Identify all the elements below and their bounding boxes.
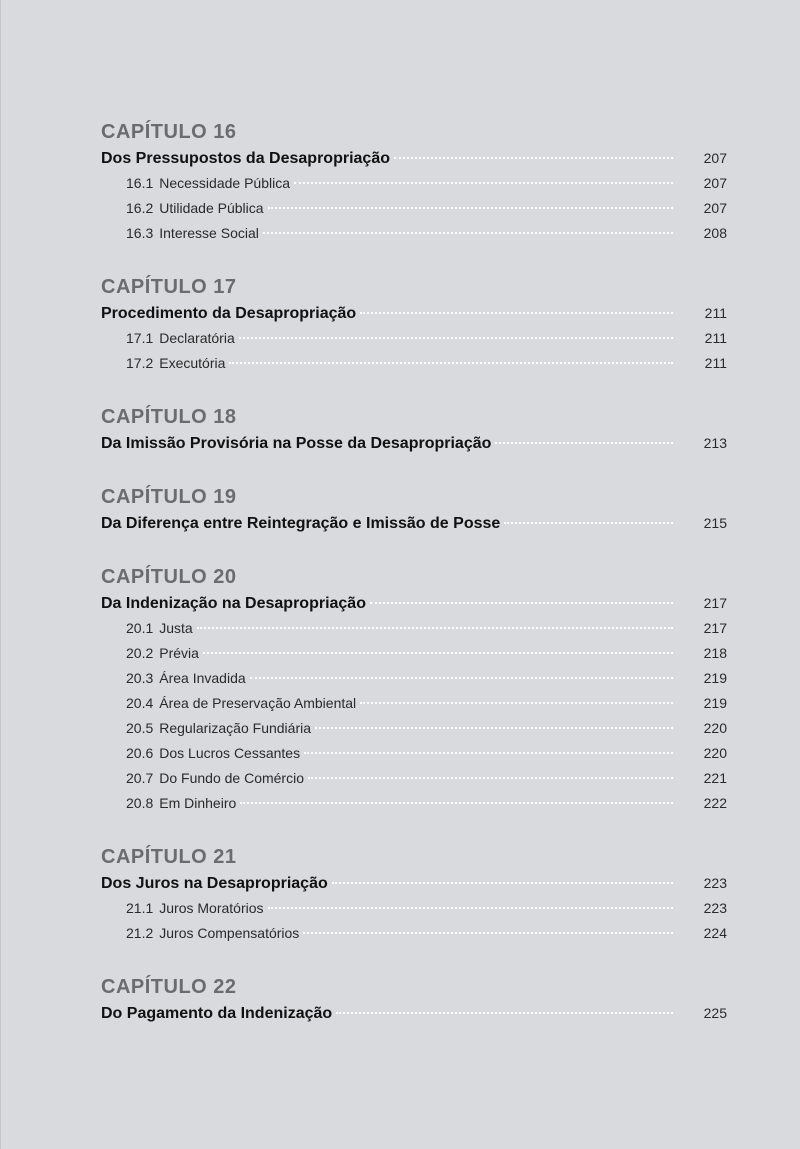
section-title: Área de Preservação Ambiental (159, 695, 357, 711)
section-number: 20.5 (126, 720, 154, 736)
chapter-title: Procedimento da Desapropriação (101, 305, 357, 322)
section-number: 17.1 (126, 330, 154, 346)
section-entry[interactable] (101, 691, 727, 716)
chapter-block (101, 403, 727, 456)
section-entry[interactable] (101, 666, 727, 691)
section-title-wrap (126, 171, 290, 196)
section-title: Interesse Social (159, 225, 259, 241)
section-page-number: 223 (703, 900, 727, 916)
section-number: 20.2 (126, 645, 154, 661)
chapter-label: CAPÍTULO 19 (101, 486, 237, 508)
section-number: 20.4 (126, 695, 154, 711)
section-page-number: 222 (703, 795, 727, 811)
section-number: 16.3 (126, 225, 154, 241)
section-title: Juros Compensatórios (159, 925, 300, 941)
dot-leader (495, 442, 673, 444)
section-page-number: 211 (704, 355, 727, 371)
chapter-label: CAPÍTULO 16 (101, 121, 237, 143)
section-entry[interactable] (101, 896, 727, 921)
section-entry[interactable] (101, 641, 727, 666)
chapter-page-number: 225 (703, 1005, 727, 1021)
chapter-block (101, 118, 727, 246)
section-title-wrap (126, 666, 246, 691)
section-title-wrap (126, 221, 259, 246)
section-title: Do Fundo de Comércio (159, 770, 304, 786)
chapter-entry[interactable] (101, 1001, 727, 1026)
chapter-block (101, 843, 727, 946)
dot-leader (303, 932, 673, 934)
chapter-label: CAPÍTULO 17 (101, 276, 237, 298)
chapter-title: Da Indenização na Desapropriação (101, 595, 366, 612)
section-page-number: 208 (703, 225, 727, 241)
section-title: Juros Moratórios (159, 900, 264, 916)
section-page-number: 211 (704, 330, 727, 346)
chapter-label: CAPÍTULO 22 (101, 976, 237, 998)
section-entry[interactable] (101, 616, 727, 641)
chapter-block (101, 973, 727, 1026)
section-entry[interactable] (101, 221, 727, 246)
section-title-wrap (126, 351, 225, 376)
dot-leader (332, 882, 673, 884)
section-number: 20.7 (126, 770, 154, 786)
section-page-number: 224 (703, 925, 727, 941)
section-number: 21.2 (126, 925, 154, 941)
section-page-number: 207 (703, 175, 727, 191)
section-title: Área Invadida (159, 670, 246, 686)
section-title: Justa (159, 620, 193, 636)
chapter-block (101, 273, 727, 376)
section-entry[interactable] (101, 791, 727, 816)
chapter-page-number: 213 (703, 435, 727, 451)
section-number: 20.6 (126, 745, 154, 761)
dot-leader (203, 652, 673, 654)
dot-leader (268, 907, 673, 909)
dot-leader (197, 627, 673, 629)
section-title-wrap (126, 691, 356, 716)
section-title: Regularização Fundiária (159, 720, 312, 736)
section-number: 17.2 (126, 355, 154, 371)
section-page-number: 217 (703, 620, 727, 636)
dot-leader (229, 362, 673, 364)
chapter-block (101, 563, 727, 816)
dot-leader (370, 602, 673, 604)
section-title-wrap (126, 716, 311, 741)
section-page-number: 218 (703, 645, 727, 661)
section-entry[interactable] (101, 171, 727, 196)
chapter-label: CAPÍTULO 21 (101, 846, 237, 868)
dot-leader (263, 232, 673, 234)
section-title: Utilidade Pública (159, 200, 264, 216)
dot-leader (239, 337, 673, 339)
section-title-wrap (126, 791, 236, 816)
dot-leader (394, 157, 673, 159)
chapter-page-number: 223 (703, 875, 727, 891)
section-number: 16.1 (126, 175, 154, 191)
chapter-title: Do Pagamento da Indenização (101, 1005, 333, 1022)
chapter-page-number: 217 (703, 595, 727, 611)
section-entry[interactable] (101, 741, 727, 766)
section-page-number: 220 (703, 745, 727, 761)
section-entry[interactable] (101, 716, 727, 741)
dot-leader (360, 312, 673, 314)
section-title-wrap (126, 641, 199, 666)
chapter-title: Dos Juros na Desapropriação (101, 875, 328, 892)
dot-leader (240, 802, 673, 804)
chapter-entry[interactable] (101, 511, 727, 536)
chapter-title: Da Diferença entre Reintegração e Imissão de Posse (101, 515, 501, 532)
chapter-title: Da Imissão Provisória na Posse da Desapropriação (101, 435, 492, 452)
chapter-entry[interactable] (101, 591, 727, 616)
dot-leader (360, 702, 673, 704)
section-entry[interactable] (101, 351, 727, 376)
dot-leader (268, 207, 673, 209)
chapter-page-number: 211 (704, 305, 727, 321)
section-number: 20.3 (126, 670, 154, 686)
dot-leader (308, 777, 673, 779)
section-title: Executória (159, 355, 226, 371)
chapter-entry[interactable] (101, 301, 727, 326)
chapter-title: Dos Pressupostos da Desapropriação (101, 150, 390, 167)
section-title-wrap (126, 326, 235, 351)
section-number: 16.2 (126, 200, 154, 216)
dot-leader (315, 727, 673, 729)
section-title: Prévia (159, 645, 199, 661)
chapter-block (101, 483, 727, 536)
chapter-label: CAPÍTULO 20 (101, 566, 237, 588)
section-title-wrap (126, 616, 193, 641)
section-entry[interactable] (101, 766, 727, 791)
chapter-entry[interactable] (101, 431, 727, 456)
dot-leader (504, 522, 673, 524)
section-entry[interactable] (101, 326, 727, 351)
chapter-page-number: 207 (703, 150, 727, 166)
chapter-label: CAPÍTULO 18 (101, 406, 237, 428)
section-title: Declaratória (159, 330, 235, 346)
section-number: 21.1 (126, 900, 154, 916)
section-page-number: 219 (703, 695, 727, 711)
section-page-number: 207 (703, 200, 727, 216)
section-entry[interactable] (101, 921, 727, 946)
section-title: Necessidade Pública (159, 175, 290, 191)
dot-leader (304, 752, 673, 754)
chapter-entry[interactable] (101, 146, 727, 171)
section-page-number: 221 (703, 770, 727, 786)
dot-leader (294, 182, 673, 184)
section-title: Dos Lucros Cessantes (159, 745, 301, 761)
section-entry[interactable] (101, 196, 727, 221)
section-title-wrap (126, 741, 300, 766)
chapter-page-number: 215 (703, 515, 727, 531)
chapter-entry[interactable] (101, 871, 727, 896)
section-title-wrap (126, 196, 264, 221)
dot-leader (250, 677, 673, 679)
section-page-number: 219 (703, 670, 727, 686)
table-of-contents (101, 118, 727, 1053)
section-number: 20.8 (126, 795, 154, 811)
section-number: 20.1 (126, 620, 154, 636)
section-title-wrap (126, 896, 264, 921)
dot-leader (336, 1012, 673, 1014)
section-page-number: 220 (703, 720, 727, 736)
section-title: Em Dinheiro (159, 795, 237, 811)
section-title-wrap (126, 921, 299, 946)
section-title-wrap (126, 766, 304, 791)
